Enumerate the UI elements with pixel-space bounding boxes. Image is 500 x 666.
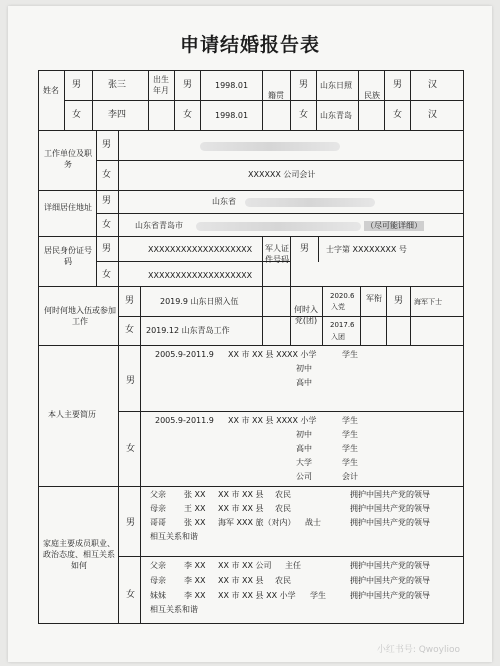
resume-female-school: XX 市 XX 县 XXXX 小学 — [228, 416, 317, 425]
female-ethnic: 汉 — [428, 110, 438, 120]
name-label: 姓名 — [43, 86, 59, 95]
family-unit: XX 市 XX 公司 — [218, 561, 272, 570]
family-name: 王 XX — [184, 504, 206, 513]
officer-gender: 男 — [300, 244, 310, 254]
resume-female-role: 学生 — [342, 416, 358, 425]
female-gender-3: 女 — [299, 110, 309, 120]
id-label: 居民身份证号码 — [44, 246, 92, 266]
resume-female-role: 学生 — [342, 430, 358, 439]
work-female: XXXXXX 公司会计 — [248, 170, 316, 179]
resume-male-period: 2005.9-2011.9 — [155, 350, 214, 359]
family-job: 农民 — [275, 576, 291, 585]
address-label: 详细居住地址 — [44, 203, 92, 212]
party-female-type: 入团 — [331, 333, 345, 341]
male-gender-2: 男 — [183, 80, 193, 90]
service-label: 何时何地入伍或参加工作 — [44, 306, 116, 326]
family-name: 李 XX — [184, 561, 206, 570]
family-relation: 相互关系和谐 — [150, 605, 198, 614]
work-label: 工作单位及职务 — [44, 149, 92, 169]
family-attitude: 拥护中国共产党的领导 — [350, 591, 430, 600]
family-male-gender: 男 — [126, 518, 136, 528]
address-female-gender: 女 — [102, 220, 112, 230]
family-rel: 父亲 — [150, 561, 166, 570]
family-unit: XX 市 XX 县 — [218, 576, 264, 585]
address-note: （尽可能详细） — [366, 221, 422, 230]
service-female: 2019.12 山东青岛工作 — [146, 326, 230, 335]
family-relation: 相互关系和谐 — [150, 532, 198, 541]
family-unit: XX 市 XX 县 XX 小学 — [218, 591, 296, 600]
work-male-gender: 男 — [102, 140, 112, 150]
id-male: XXXXXXXXXXXXXXXXXXX — [148, 245, 253, 254]
family-rel: 妹妹 — [150, 591, 166, 600]
male-gender-3: 男 — [299, 80, 309, 90]
female-gender-2: 女 — [183, 110, 193, 120]
party-male-date: 2020.6 — [330, 292, 355, 300]
resume-female-school: 高中 — [296, 444, 312, 453]
resume-female-gender: 女 — [126, 444, 136, 454]
male-name: 张三 — [108, 80, 127, 90]
family-rel: 哥哥 — [150, 518, 166, 527]
native-label: 籍贯 — [268, 91, 284, 100]
female-name: 李四 — [108, 110, 127, 120]
address-male-gender: 男 — [102, 196, 112, 206]
female-birth: 1998.01 — [215, 111, 249, 120]
address-female: 山东省青岛市 — [135, 221, 183, 230]
party-label: 何时入党(团) — [294, 305, 318, 325]
family-name: 张 XX — [184, 490, 206, 499]
resume-female-school: 初中 — [296, 430, 312, 439]
family-name: 李 XX — [184, 576, 206, 585]
family-job: 农民 — [275, 490, 291, 499]
party-male-type: 入党 — [331, 303, 345, 311]
male-gender-4: 男 — [393, 80, 403, 90]
family-name: 李 XX — [184, 591, 206, 600]
family-attitude: 拥护中国共产党的领导 — [350, 490, 430, 499]
female-gender-4: 女 — [393, 110, 403, 120]
resume-label: 本人主要简历 — [48, 410, 96, 419]
family-female-gender: 女 — [126, 590, 136, 600]
id-male-gender: 男 — [102, 244, 112, 254]
officer-id: 士字第 XXXXXXXX 号 — [326, 245, 407, 254]
family-unit: XX 市 XX 县 — [218, 504, 264, 513]
rank-gender: 男 — [394, 296, 404, 306]
resume-female-school: 公司 — [296, 472, 312, 481]
family-job: 战士 — [305, 518, 321, 527]
work-female-gender: 女 — [102, 170, 112, 180]
family-attitude: 拥护中国共产党的领导 — [350, 518, 430, 527]
service-male-gender: 男 — [125, 296, 135, 306]
family-name: 张 XX — [184, 518, 206, 527]
family-job: 农民 — [275, 504, 291, 513]
family-unit: 海军 XXX 旅（对内） — [218, 518, 296, 527]
male-ethnic: 汉 — [428, 80, 438, 90]
officer-label: 军人证件号码 — [265, 244, 289, 264]
male-gender: 男 — [72, 80, 82, 90]
family-rel: 母亲 — [150, 576, 166, 585]
family-attitude: 拥护中国共产党的领导 — [350, 504, 430, 513]
rank-value: 海军下士 — [414, 298, 442, 306]
family-attitude: 拥护中国共产党的领导 — [350, 576, 430, 585]
resume-male-role: 学生 — [342, 350, 358, 359]
form-title: 申请结婚报告表 — [179, 34, 320, 56]
family-attitude: 拥护中国共产党的领导 — [350, 561, 430, 570]
party-female-date: 2017.6 — [330, 321, 355, 329]
watermark: 小红书号: Qwoylioo — [376, 645, 460, 655]
family-unit: XX 市 XX 县 — [218, 490, 264, 499]
female-native: 山东青岛 — [320, 111, 352, 120]
service-male: 2019.9 山东日照入伍 — [160, 297, 239, 306]
male-native: 山东日照 — [320, 81, 352, 90]
ethnic-label: 民族 — [364, 91, 380, 100]
birth-label: 出生年月 — [153, 75, 169, 95]
male-birth: 1998.01 — [215, 81, 249, 90]
resume-female-role: 学生 — [342, 444, 358, 453]
service-female-gender: 女 — [125, 325, 135, 335]
resume-female-school: 大学 — [296, 458, 312, 467]
family-rel: 父亲 — [150, 490, 166, 499]
female-gender: 女 — [72, 110, 82, 120]
redacted-blur — [196, 222, 361, 231]
family-label: 家庭主要成员职业、政治态度、相互关系如何 — [43, 539, 115, 570]
family-rel: 母亲 — [150, 504, 166, 513]
resume-male-school: 初中 — [296, 364, 312, 373]
resume-male-gender: 男 — [126, 376, 136, 386]
address-male: 山东省 — [212, 197, 236, 206]
resume-female-period: 2005.9-2011.9 — [155, 416, 214, 425]
resume-female-role: 会计 — [342, 472, 358, 481]
resume-male-school: 高中 — [296, 378, 312, 387]
rank-label: 军衔 — [366, 294, 382, 303]
resume-female-role: 学生 — [342, 458, 358, 467]
family-job: 学生 — [310, 591, 326, 600]
id-female-gender: 女 — [102, 270, 112, 280]
resume-male-school: XX 市 XX 县 XXXX 小学 — [228, 350, 317, 359]
id-female: XXXXXXXXXXXXXXXXXXX — [148, 271, 253, 280]
redacted-blur — [200, 142, 340, 151]
redacted-blur — [245, 198, 375, 207]
family-job: 主任 — [285, 561, 301, 570]
